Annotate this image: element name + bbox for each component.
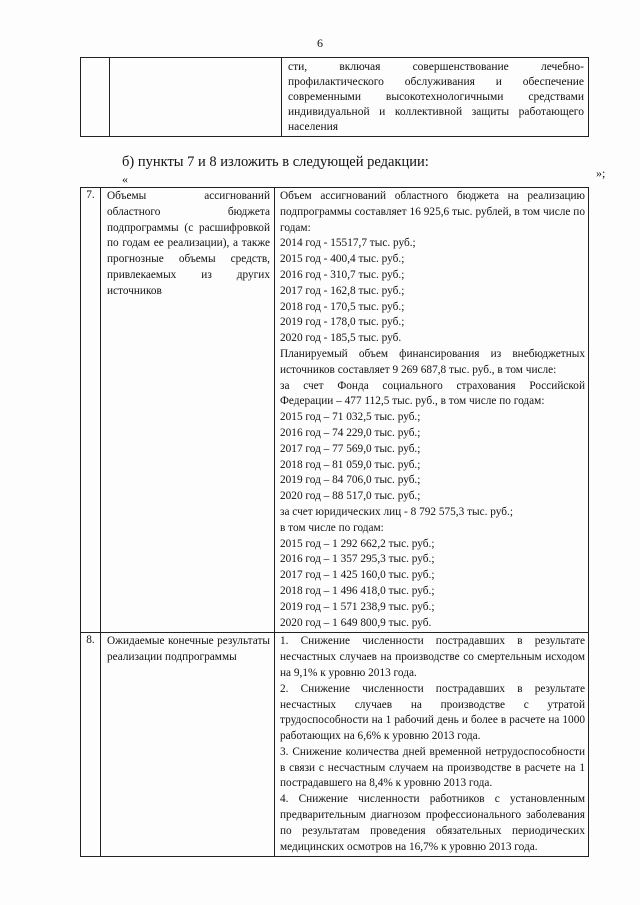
legal-entities-sub: в том числе по годам: <box>280 521 384 534</box>
list-item: 1. Снижение численности пострадавших в результате несчастных случаев на производстве со смертельным исходом на 9,1% к уровню 2013 года. <box>280 635 585 679</box>
results-content <box>275 633 589 857</box>
label-cell <box>110 58 282 137</box>
list-item: 2016 год - 310,7 тыс. руб.; <box>280 268 405 281</box>
funding-content <box>275 188 589 633</box>
table-row-7 <box>81 188 589 633</box>
number-cell <box>81 58 110 137</box>
results-list <box>280 634 585 855</box>
list-item: 2017 год - 162,8 тыс. руб.; <box>280 284 405 297</box>
row-number: 8. <box>81 633 101 857</box>
continuation-text: сти, включая совершенствование лечебно-профилактического обслуживания и обеспечение современными высокотехнологичными средствами индивидуальной и коллективной защиты работающего населения <box>282 58 589 137</box>
table-row-8 <box>81 633 589 857</box>
list-item: 2019 год – 84 706,0 тыс. руб.; <box>280 474 421 487</box>
row-label-results: Ожидаемые конечные результаты реализации подпрограммы <box>101 633 275 857</box>
closing-quote: »; <box>596 166 606 180</box>
list-item: 3. Снижение количества дней временной нетрудоспособности в связи с несчастным случаем на производстве в расчете на 1 пострадавшего на 8,4% к уровню 2013 года. <box>280 745 585 790</box>
budget-intro: Объем ассигнований областного бюджета на реализацию подпрограммы составляет 16 925,6 тыс. рублей, в том числе по годам: <box>280 190 585 234</box>
list-item: 2018 год - 170,5 тыс. руб.; <box>280 300 405 313</box>
legal-entities-intro: за счет юридических лиц - 8 792 575,3 тыс. руб.; <box>280 505 513 518</box>
opening-quote: « <box>122 172 128 186</box>
list-item: 2016 год – 1 357 295,3 тыс. руб.; <box>280 553 435 566</box>
list-item: 2020 год – 1 649 800,9 тыс. руб. <box>280 616 432 629</box>
list-item: 2018 год – 81 059,0 тыс. руб.; <box>280 458 421 471</box>
list-item: 2020 год – 88 517,0 тыс. руб.; <box>280 490 421 503</box>
page-number: 6 <box>317 36 323 50</box>
list-item: 2015 год - 400,4 тыс. руб.; <box>280 253 405 266</box>
list-item: 2019 год – 1 571 238,9 тыс. руб.; <box>280 600 435 613</box>
list-item: 2017 год – 77 569,0 тыс. руб.; <box>280 442 421 455</box>
fss-intro: за счет Фонда социального страхования Российской Федерации – 477 112,5 тыс. руб., в том числе по годам: <box>280 379 585 408</box>
extrabudget-intro: Планируемый объем финансирования из внебюджетных источников составляет 9 269 687,8 тыс. руб., в том числе: <box>280 347 585 376</box>
fss-years-list <box>280 410 585 505</box>
legal-years-list <box>280 537 585 632</box>
row-label-funding: Объемы ассигнований областного бюджета подпрограммы (с расшифровкой по годам ее реализации), а также прогнозные объемы средств, привлекаемых из других источников <box>101 188 275 633</box>
list-item: 2020 год - 185,5 тыс. руб. <box>280 332 402 345</box>
table-row <box>81 58 589 137</box>
list-item: 2017 год – 1 425 160,0 тыс. руб.; <box>280 569 435 582</box>
list-item: 2015 год – 71 032,5 тыс. руб.; <box>280 411 421 424</box>
list-item: 4. Снижение численности работников с установленным предварительным диагнозом профессионального заболевания по результатам проведения обязательных периодических медицинских осмотров на 16,7% к уровню 2013 года. <box>280 793 585 853</box>
list-item: 2018 год – 1 496 418,0 тыс. руб.; <box>280 584 435 597</box>
list-item: 2014 год - 15517,7 тыс. руб.; <box>280 237 416 250</box>
subprogram-passport-table <box>80 187 589 857</box>
budget-years-list <box>280 236 585 347</box>
list-item: 2016 год – 74 229,0 тыс. руб.; <box>280 426 421 439</box>
continuation-table <box>80 57 589 137</box>
list-item: 2019 год - 178,0 тыс. руб.; <box>280 316 405 329</box>
list-item: 2. Снижение численности пострадавших в результате несчастных случаев на производстве с утратой трудоспособности на 1 рабочий день и более в расчете на 1000 работающих на 6,6% к уровню 2013 года. <box>280 682 585 743</box>
row-number: 7. <box>81 188 101 633</box>
list-item: 2015 год – 1 292 662,2 тыс. руб.; <box>280 537 435 550</box>
amendment-instruction: б) пункты 7 и 8 изложить в следующей редакции: <box>122 154 429 170</box>
